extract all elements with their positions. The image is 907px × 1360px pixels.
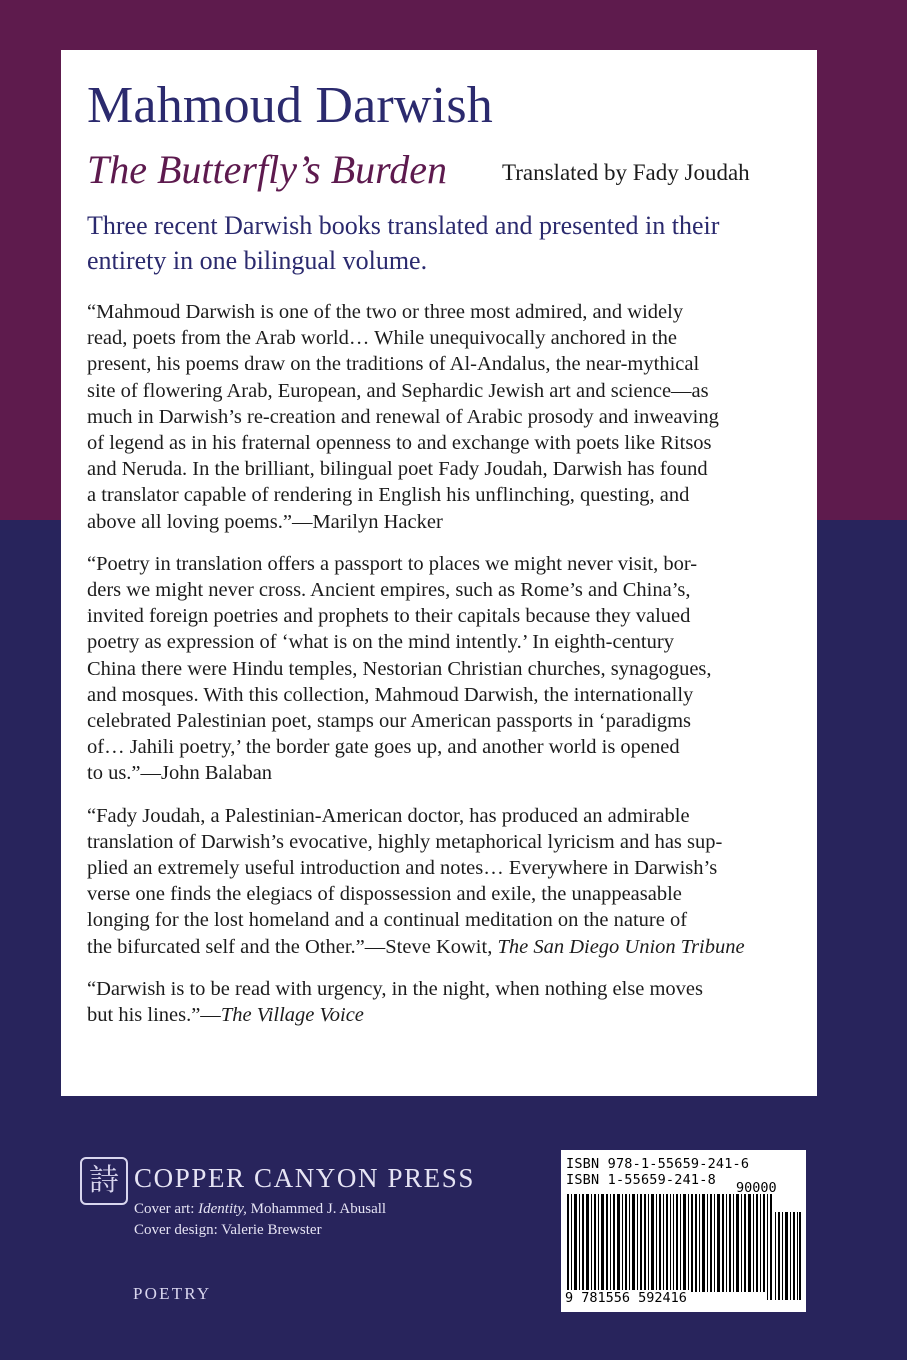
ean-digits: 9 781556 592416 [565,1290,687,1306]
blurb-line: of… Jahili poetry,’ the border gate goes up, and another world is opened [87,736,680,759]
book-title: The Butterfly’s Burden [87,147,447,192]
cover-art-artist: Mohammed J. Abusall [246,1201,387,1217]
blurb-line: celebrated Palestinian poet, stamps our American passports in ‘paradigms [87,710,692,733]
blurb-line: of legend as in his fraternal openness to and exchange with poets like Ritsos [87,432,712,455]
blurb-line: “Poetry in translation offers a passport to places we might never visit, bor- [87,552,698,575]
blurb-line [87,934,801,960]
blurb-line [87,1002,801,1028]
blurb-line: “Mahmoud Darwish is one of the two or three most admired, and widely [87,301,684,323]
tagline [87,208,787,278]
blurb-line: and mosques. With this collection, Mahmoud Darwish, the internationally [87,683,694,706]
blurb-line: to us.”—John Balaban [87,762,273,785]
blurb-hacker [87,299,801,535]
blurb-balaban [87,551,801,787]
blurb-kowit [87,803,801,960]
blurb-line: poetry as expression of ‘what is on the mind intently.’ In eighth-century [87,631,674,654]
blurb-line: ders we might never cross. Ancient empires, such as Rome’s and China’s, [87,579,691,602]
blurb-line: and Neruda. In the brilliant, bilingual poet Fady Joudah, Darwish has found [87,458,708,481]
blurb-line: much in Darwish’s re-creation and renewal of Arabic prosody and inweaving [87,405,719,428]
blurb-line: read, poets from the Arab world… While unequivocally anchored in the [87,327,677,350]
blurb-source: The San Diego Union Tribune [497,935,745,958]
translator-credit: Translated by Fady Joudah [502,160,750,185]
blurb-line: present, his poems draw on the traditions of Al-Andalus, the near-mythical [87,353,700,376]
publisher-logo-icon: 詩 [80,1157,128,1205]
blurb-village-voice [87,976,801,1028]
blurb-line: invited foreign poetries and prophets to their capitals because they valued [87,605,691,628]
cover-design-credit: Cover design: Valerie Brewster [134,1222,322,1238]
cover-art-label: Cover art: [134,1201,199,1217]
blurbs [87,299,801,1044]
blurb-line: a translator capable of rendering in English his unflinching, questing, and [87,484,690,507]
blurb-line: “Fady Joudah, a Palestinian-American doctor, has produced an admirable [87,804,690,827]
tagline-line: entirety in one bilingual volume. [87,246,428,275]
isbn-10: ISBN 1-55659-241-8 [566,1172,716,1188]
blurb-line: plied an extremely useful introduction and notes… Everywhere in Darwish’s [87,857,718,880]
cover-art-credit [134,1201,386,1218]
blurb-line: above all loving poems.”—Marilyn Hacker [87,510,443,533]
blurb-line: China there were Hindu temples, Nestorian Christian churches, synagogues, [87,657,712,680]
blurb-line: verse one finds the elegiacs of dispossession and exile, the unappeasable [87,883,682,906]
blurb-source: The Village Voice [220,1004,364,1027]
text-panel [61,50,817,1096]
cover-art-title: Identity, [198,1201,247,1217]
category-label: POETRY [133,1284,212,1303]
tagline-line: Three recent Darwish books translated and presented in their [87,211,720,240]
publisher-name: COPPER CANYON PRESS [134,1163,475,1193]
blurb-line: site of flowering Arab, European, and Sephardic Jewish art and science—as [87,379,709,402]
blurb-text: the bifurcated self and the Other.”—Steve Kowit, [87,935,498,958]
blurb-line: longing for the lost homeland and a continual meditation on the nature of [87,909,688,932]
author-name: Mahmoud Darwish [87,77,493,134]
blurb-line: translation of Darwish’s evocative, highly metaphorical lyricism and has sup- [87,830,723,853]
barcode-bars [565,1194,802,1300]
blurb-line: “Darwish is to be read with urgency, in the night, when nothing else moves [87,977,704,1000]
barcode-block [561,1150,806,1312]
price-code: 90000 [736,1180,777,1196]
isbn-13: ISBN 978-1-55659-241-6 [566,1156,750,1172]
blurb-text: but his lines.”— [87,1004,221,1027]
